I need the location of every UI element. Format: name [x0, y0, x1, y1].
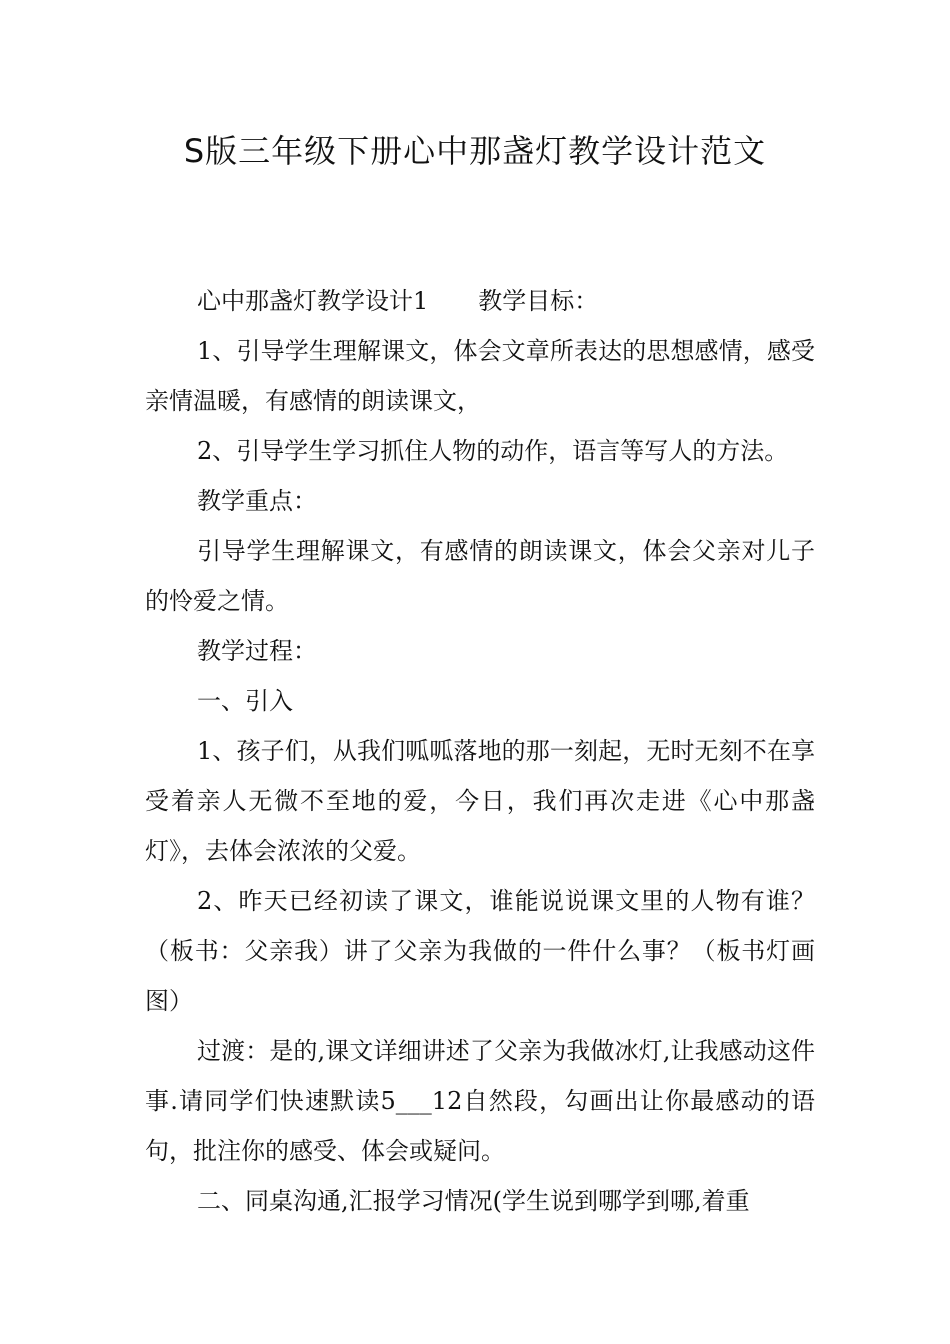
- document-title: S版三年级下册心中那盏灯教学设计范文: [183, 132, 767, 170]
- paragraph: 2、昨天已经初读了课文，谁能说说课文里的人物有谁？（板书：父亲我）讲了父亲为我做的一件什么事？（板书灯画图）: [145, 887, 815, 1015]
- document-body: [145, 276, 815, 1226]
- paragraph: 引导学生理解课文，有感情的朗读课文，体会父亲对儿子的怜爱之情。: [145, 537, 815, 615]
- paragraph: 一、引入: [197, 687, 293, 715]
- section-heading-subtitle: 教学目标：: [478, 287, 599, 315]
- paragraph: 教学重点：: [197, 487, 317, 515]
- section-heading: [145, 276, 815, 326]
- paragraph: 二、同桌沟通,汇报学习情况(学生说到哪学到哪,着重: [197, 1187, 750, 1215]
- paragraph: 过渡：是的,课文详细讲述了父亲为我做冰灯,让我感动这件事.请同学们快速默读5___12自然段，勾画出让你最感动的语句，批注你的感受、体会或疑问。: [145, 1037, 815, 1165]
- paragraph: 教学过程：: [197, 637, 317, 665]
- paragraph: 1、孩子们，从我们呱呱落地的那一刻起，无时无刻不在享受着亲人无微不至地的爱，今日，我们再次走进《心中那盏灯》，去体会浓浓的父爱。: [145, 737, 815, 865]
- section-heading-label: 心中那盏灯教学设计1: [197, 287, 429, 315]
- paragraph: 1、引导学生理解课文，体会文章所表达的思想感情，感受亲情温暖，有感情的朗读课文，: [145, 337, 815, 415]
- paragraph: 2、引导学生学习抓住人物的动作，语言等写人的方法。: [197, 437, 789, 465]
